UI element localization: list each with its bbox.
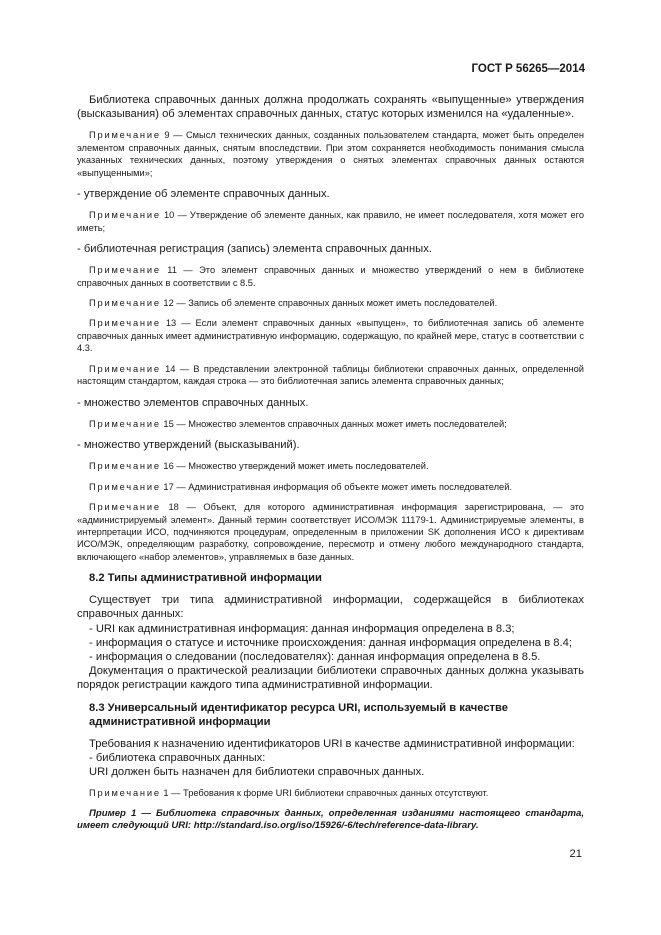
note-label: Примечание	[89, 298, 161, 309]
note-text: — Множество элементов справочных данных может иметь последователей;	[173, 418, 507, 429]
list-item: - библиотечная регистрация (запись) элемента справочных данных.	[77, 243, 432, 256]
paragraph: Библиотека справочных данных должна продолжать сохранять «выпущенные» утверждения (высказывания) об элементах справочных данных, статус которых изменился на «удаленные».	[77, 94, 584, 121]
page-number: 21	[569, 848, 582, 860]
heading-line: административной информации	[89, 715, 271, 728]
note-text: — Административная информация об объекте может иметь последователей.	[173, 481, 512, 492]
note-17	[77, 481, 584, 493]
note-text: — Утверждение об элементе данных, как правило, не имеет последователя, хотя может его иметь;	[77, 210, 584, 233]
list-item: - библиотека справочных данных:	[89, 751, 266, 764]
note-text: — Запись об элементе справочных данных может иметь последователей.	[173, 298, 498, 309]
note-number: 15	[160, 418, 174, 429]
note-number: 17	[160, 481, 174, 492]
note-number: 11	[160, 265, 177, 276]
note-number: 9	[160, 130, 170, 141]
note-number: 18	[160, 502, 179, 513]
note-text: — Если элемент справочных данных «выпущен», то библиотечная запись об элементе справочных данных имеет административную информацию, содержащую, по крайней мере, статус в соответствии с 4.3.	[77, 318, 584, 354]
note-number: 12	[160, 298, 174, 309]
note-label: Примечание	[89, 481, 161, 492]
note-text: — Смысл технических данных, созданных пользователем стандарта, может быть определен элементом справочных данных, снятым впоследствии. При этом сохраняется необходимость понимания смысла указанных технических данных, поэтому утверждения о снятых элементах справочных данных остаются «выпущенными»;	[77, 130, 584, 178]
note-label: Примечание	[89, 461, 161, 472]
list-item: - информация о следовании (последователях): данная информация определена в 8.5.	[89, 650, 541, 663]
note-number: 14	[160, 363, 176, 374]
note-number: 10	[160, 210, 175, 221]
list-item: - утверждение об элементе справочных данных.	[77, 188, 330, 201]
note-label: Примечание	[89, 318, 161, 329]
note-1	[77, 787, 584, 799]
note-label: Примечание	[89, 418, 161, 429]
paragraph: URI должен быть назначен для библиотеки справочных данных.	[89, 765, 425, 778]
section-heading-8-2: 8.2 Типы административной информации	[89, 572, 322, 585]
paragraph: Документация о практической реализации библиотеки справочных данных должна указывать порядок регистрации каждого типа административной информации.	[77, 665, 584, 692]
list-item: - множество элементов справочных данных.	[77, 396, 309, 409]
note-15	[77, 418, 584, 430]
note-text: — Требования к форме URI библиотеки справочных данных отсутствуют.	[168, 788, 489, 799]
note-12	[77, 297, 584, 309]
list-item: - информация о статусе и источнике происхождения: данная информация определена в 8.4;	[89, 636, 572, 649]
note-label: Примечание	[89, 502, 161, 513]
note-16	[77, 460, 584, 472]
paragraph: Существует три типа административной информации, содержащейся в библиотеках справочных данных:	[77, 594, 584, 621]
note-text: — В представлении электронной таблицы библиотеки справочных данных, определенной настоящим стандартом, каждая строка — это библиотечная запись элемента справочных данных;	[77, 363, 584, 387]
note-text: — Множество утверждений может иметь последователей.	[173, 461, 429, 472]
note-label: Примечание	[89, 788, 161, 799]
note-text: — Объект, для которого административная информация зарегистрирована, — это «администрируемый элемент». Данный термин соответствует ИСО/МЭК 11179-1. Администрируемые элементы, в интерпретации ИСО, подчиняются процедурам, определенным в приложении SK дополнения ИСО к директивам ИСО/МЭК, определяющим разработку, сопровождение, пересмотр и отмену любого международного стандарта, включающего «набор элементов», управляемых в базе данных.	[77, 502, 584, 562]
note-label: Примечание	[89, 210, 161, 221]
paragraph: Требования к назначению идентификаторов URI в качестве административной информации:	[89, 737, 575, 750]
note-9	[77, 129, 584, 179]
list-item: - множество утверждений (высказываний).	[77, 439, 300, 452]
list-item: - URI как административная информация: данная информация определена в 8.3;	[89, 622, 515, 635]
page-content	[77, 93, 584, 840]
note-13	[77, 317, 584, 354]
note-11	[77, 264, 584, 289]
example-1: Пример 1 — Библиотека справочных данных, определенная изданиями настоящего стандарта, имеет следующий URI: http://standard.iso.org/iso/15926/-6/tech/reference-data-library.	[77, 807, 584, 831]
note-label: Примечание	[89, 130, 161, 141]
note-number: 13	[160, 318, 177, 329]
note-text: — Это элемент справочных данных и множество утверждений о нем в библиотеке справочных данных в соответствии с 8.5.	[77, 265, 585, 288]
note-label: Примечание	[89, 363, 161, 374]
note-number: 1	[160, 788, 169, 799]
note-14	[77, 363, 584, 388]
note-number: 16	[160, 461, 174, 472]
note-label: Примечание	[89, 265, 161, 276]
note-18	[77, 501, 584, 563]
document-id-header: ГОСТ Р 56265—2014	[471, 63, 585, 75]
section-heading-8-3	[77, 701, 584, 729]
heading-line: 8.3 Универсальный идентификатор ресурса URI, используемый в качестве	[89, 701, 508, 714]
note-10	[77, 209, 584, 234]
